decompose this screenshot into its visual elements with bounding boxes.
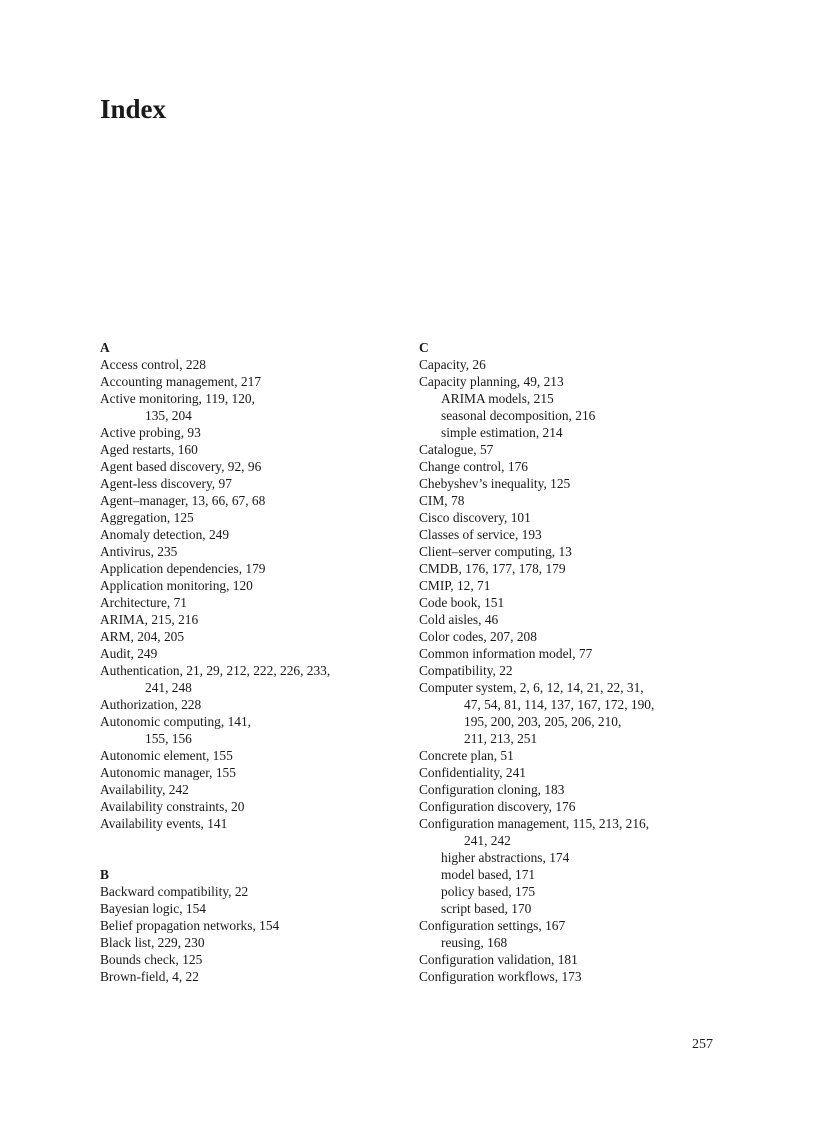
index-entry: Antivirus, 235 — [100, 544, 178, 559]
index-entry: Catalogue, 57 — [419, 442, 494, 457]
index-entry: CMIP, 12, 71 — [419, 578, 491, 593]
index-entry-continuation: 211, 213, 251 — [464, 731, 538, 746]
index-entry: Computer system, 2, 6, 12, 14, 21, 22, 31, — [419, 680, 644, 695]
page-number: 257 — [692, 1037, 713, 1052]
index-subentry: seasonal decomposition, 216 — [441, 408, 596, 423]
index-entry: Active probing, 93 — [100, 425, 201, 440]
index-entry: Change control, 176 — [419, 459, 528, 474]
page-title: Index — [100, 94, 167, 124]
index-column-left — [100, 339, 410, 985]
index-entry: ARIMA, 215, 216 — [100, 612, 199, 627]
index-entry: Confidentiality, 241 — [419, 765, 526, 780]
index-subentry: script based, 170 — [441, 901, 532, 916]
index-entry: Common information model, 77 — [419, 646, 593, 661]
index-entry: Configuration validation, 181 — [419, 952, 578, 967]
index-entry: Capacity planning, 49, 213 — [419, 374, 564, 389]
index-entry: Belief propagation networks, 154 — [100, 918, 280, 933]
index-entry: Agent-less discovery, 97 — [100, 476, 232, 491]
index-entry: Autonomic computing, 141, — [100, 714, 252, 729]
index-entry: ARM, 204, 205 — [100, 629, 185, 644]
index-entry: Backward compatibility, 22 — [100, 884, 249, 899]
index-entry: Concrete plan, 51 — [419, 748, 514, 763]
index-entry: Availability events, 141 — [100, 816, 228, 831]
index-entry: Color codes, 207, 208 — [419, 629, 537, 644]
index-entry-continuation: 195, 200, 203, 205, 206, 210, — [464, 714, 622, 729]
index-entry: Chebyshev’s inequality, 125 — [419, 476, 571, 491]
index-entry: Capacity, 26 — [419, 357, 486, 372]
index-entry: Client–server computing, 13 — [419, 544, 572, 559]
index-entry: Black list, 229, 230 — [100, 935, 205, 950]
index-entry: CMDB, 176, 177, 178, 179 — [419, 561, 566, 576]
index-entry: Code book, 151 — [419, 595, 505, 610]
index-entry: Classes of service, 193 — [419, 527, 542, 542]
index-entry: Application monitoring, 120 — [100, 578, 253, 593]
index-entry: Bayesian logic, 154 — [100, 901, 206, 916]
index-entry: Aggregation, 125 — [100, 510, 194, 525]
index-entry: Configuration cloning, 183 — [419, 782, 565, 797]
index-subentry: higher abstractions, 174 — [441, 850, 570, 865]
index-entry: Authentication, 21, 29, 212, 222, 226, 233, — [100, 663, 331, 678]
index-subentry: policy based, 175 — [441, 884, 536, 899]
index-entry: Anomaly detection, 249 — [100, 527, 230, 542]
index-entry: Accounting management, 217 — [100, 374, 262, 389]
section-letter-b: B — [100, 867, 109, 882]
index-entry: Availability, 242 — [100, 782, 189, 797]
index-subentry: reusing, 168 — [441, 935, 508, 950]
index-entry: CIM, 78 — [419, 493, 465, 508]
index-entry: Configuration settings, 167 — [419, 918, 566, 933]
index-subentry: model based, 171 — [441, 867, 536, 882]
index-subentry: simple estimation, 214 — [441, 425, 563, 440]
index-column-right — [419, 339, 739, 985]
index-subentry: ARIMA models, 215 — [441, 391, 554, 406]
index-entry-continuation: 241, 248 — [145, 680, 192, 695]
index-entry: Configuration workflows, 173 — [419, 969, 582, 984]
index-entry: Authorization, 228 — [100, 697, 202, 712]
index-entry: Autonomic element, 155 — [100, 748, 233, 763]
index-entry: Autonomic manager, 155 — [100, 765, 236, 780]
index-entry: Configuration management, 115, 213, 216, — [419, 816, 650, 831]
section-spacer — [100, 832, 410, 849]
index-entry: Configuration discovery, 176 — [419, 799, 576, 814]
index-entry: Brown-field, 4, 22 — [100, 969, 199, 984]
index-entry: Compatibility, 22 — [419, 663, 513, 678]
index-entry: Agent based discovery, 92, 96 — [100, 459, 262, 474]
index-entry: Availability constraints, 20 — [100, 799, 245, 814]
section-spacer — [100, 849, 410, 866]
index-entry: Agent–manager, 13, 66, 67, 68 — [100, 493, 266, 508]
index-entry: Application dependencies, 179 — [100, 561, 266, 576]
section-letter-c: C — [419, 340, 429, 355]
index-entry: Active monitoring, 119, 120, — [100, 391, 255, 406]
index-entry: Bounds check, 125 — [100, 952, 203, 967]
index-entry-continuation: 155, 156 — [145, 731, 192, 746]
index-entry-continuation: 47, 54, 81, 114, 137, 167, 172, 190, — [464, 697, 655, 712]
index-entry-continuation: 241, 242 — [464, 833, 511, 848]
index-entry-continuation: 135, 204 — [145, 408, 192, 423]
index-entry: Audit, 249 — [100, 646, 158, 661]
index-entry: Cisco discovery, 101 — [419, 510, 531, 525]
index-entry: Access control, 228 — [100, 357, 206, 372]
index-entry: Cold aisles, 46 — [419, 612, 499, 627]
index-entry: Aged restarts, 160 — [100, 442, 198, 457]
section-letter-a: A — [100, 340, 110, 355]
index-entry: Architecture, 71 — [100, 595, 187, 610]
